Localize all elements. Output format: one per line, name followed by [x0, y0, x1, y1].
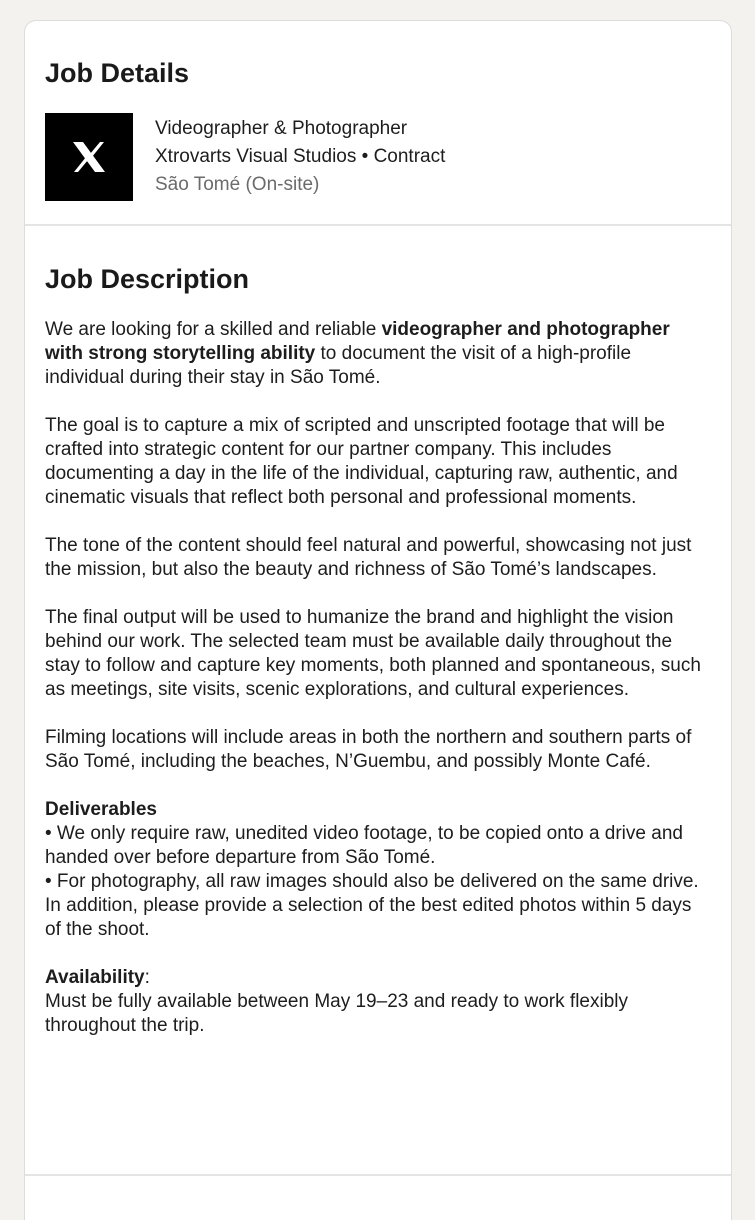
p1-text-a: We are looking for a skilled and reliable [45, 319, 382, 340]
availability-colon: : [144, 967, 150, 988]
job-description-heading: Job Description [45, 264, 250, 294]
section-divider [25, 1174, 731, 1176]
deliverables-block [45, 798, 711, 942]
availability-text: Must be fully available between May 19–23 and ready to work flexibly throughout the trip. [45, 991, 628, 1036]
company-logo[interactable] [45, 113, 133, 201]
availability-block [45, 966, 711, 1038]
p1-text-b: to document the visit of a high-profile individual during their stay in São Tomé. [45, 343, 632, 388]
deliverable-item-1: • We only require raw, unedited video footage, to be copied onto a drive and handed over before departure from São Tomé. [45, 823, 683, 868]
p1-bold-text: videographer and photographer with strong storytelling ability [45, 319, 670, 364]
deliverables-heading: Deliverables [45, 799, 157, 820]
availability-heading: Availability [45, 967, 145, 988]
deliverable-item-2: • For photography, all raw images should also be delivered on the same drive. In addition, please provide a selection of the best edited photos within 5 days of the shoot. [45, 871, 699, 940]
description-paragraph-5: Filming locations will include areas in both the northern and southern parts of São Tomé, including the beaches, N’Guembu, and possibly Monte Café. [45, 727, 692, 772]
job-location: São Tomé (On-site) [155, 174, 320, 195]
company-contract-line[interactable]: Xtrovarts Visual Studios • Contract [155, 146, 446, 167]
description-paragraph-3: The tone of the content should feel natural and powerful, showcasing not just the mission, but also the beauty and richness of São Tomé’s landscapes. [45, 535, 692, 580]
description-paragraph-2: The goal is to capture a mix of scripted and unscripted footage that will be crafted into strategic content for our partner company. This includes documenting a day in the life of the individual, capturing raw, authentic, and cinematic visuals that reflect both personal and professional moments. [45, 415, 678, 508]
job-details-section [25, 21, 731, 226]
job-details-heading: Job Details [45, 58, 190, 88]
job-card [24, 20, 732, 1220]
job-description-body [45, 318, 711, 1038]
job-meta [155, 115, 445, 199]
job-description-section [25, 226, 731, 1038]
job-summary-row [45, 113, 711, 201]
description-paragraph-1 [45, 318, 711, 390]
job-title[interactable]: Videographer & Photographer [155, 118, 408, 139]
x-logo-icon [71, 141, 107, 173]
description-paragraph-4: The final output will be used to humanize the brand and highlight the vision behind our work. The selected team must be available daily throughout the stay to follow and capture key moments, both planned and spontaneous, such as meetings, site visits, scenic explorations, and cultural experiences. [45, 607, 701, 700]
